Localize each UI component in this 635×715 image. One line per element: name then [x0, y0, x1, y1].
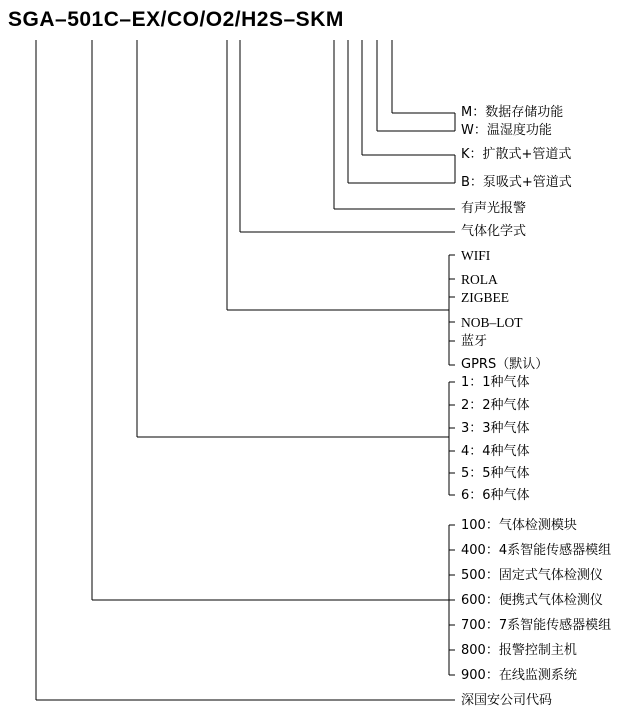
label-alarm-type: 有声光报警	[461, 201, 527, 216]
label-series-900: 900：在线监测系统	[461, 668, 577, 683]
label-comm-gprs: GPRS（默认）	[461, 357, 549, 372]
label-storage-w: W：温湿度功能	[461, 123, 552, 138]
code-segment-sga: SGA	[8, 8, 56, 31]
label-company-code: 深国安公司代码	[461, 693, 553, 708]
label-gas-count-3: 3：3种气体	[461, 421, 530, 436]
code-segment-k: K	[310, 8, 326, 31]
label-comm-rola: ROLA	[461, 272, 498, 287]
label-gas-count-4: 4：4种气体	[461, 444, 530, 459]
label-comm-bluetooth: 蓝牙	[461, 334, 488, 349]
code-dash-2: –	[119, 8, 132, 31]
label-sampling-k: K：扩散式+管道式	[461, 147, 572, 162]
label-series-800: 800：报警控制主机	[461, 643, 577, 658]
code-segment-m: M	[325, 8, 344, 31]
code-segment-gases: EX/CO/O2/H2S	[131, 8, 284, 31]
label-gas-count-1: 1：1种气体	[461, 375, 530, 390]
label-gas-count-2: 2：2种气体	[461, 398, 530, 413]
code-dash-3: –	[283, 8, 296, 31]
label-series-500: 500：固定式气体检测仪	[461, 568, 603, 583]
code-dash-1: –	[55, 8, 68, 31]
label-comm-nob-lot: NOB–LOT	[461, 315, 523, 330]
label-gas-count-5: 5：5种气体	[461, 466, 530, 481]
label-comm-zigbee: ZIGBEE	[461, 290, 509, 305]
label-sampling-b: B：泵吸式+管道式	[461, 175, 572, 190]
label-sensor-principle: 气体化学式	[461, 224, 527, 239]
label-series-400: 400：4系智能传感器模组	[461, 543, 612, 558]
label-gas-count-6: 6：6种气体	[461, 488, 530, 503]
label-series-600: 600：便携式气体检测仪	[461, 593, 603, 608]
label-storage-m: M：数据存储功能	[461, 105, 564, 120]
label-series-100: 100：气体检测模块	[461, 518, 577, 533]
label-comm-wifi: WIFI	[461, 248, 491, 263]
code-segment-501c: 501C	[67, 8, 120, 31]
label-series-700: 700：7系智能传感器模组	[461, 618, 612, 633]
code-segment-s: S	[295, 8, 311, 31]
